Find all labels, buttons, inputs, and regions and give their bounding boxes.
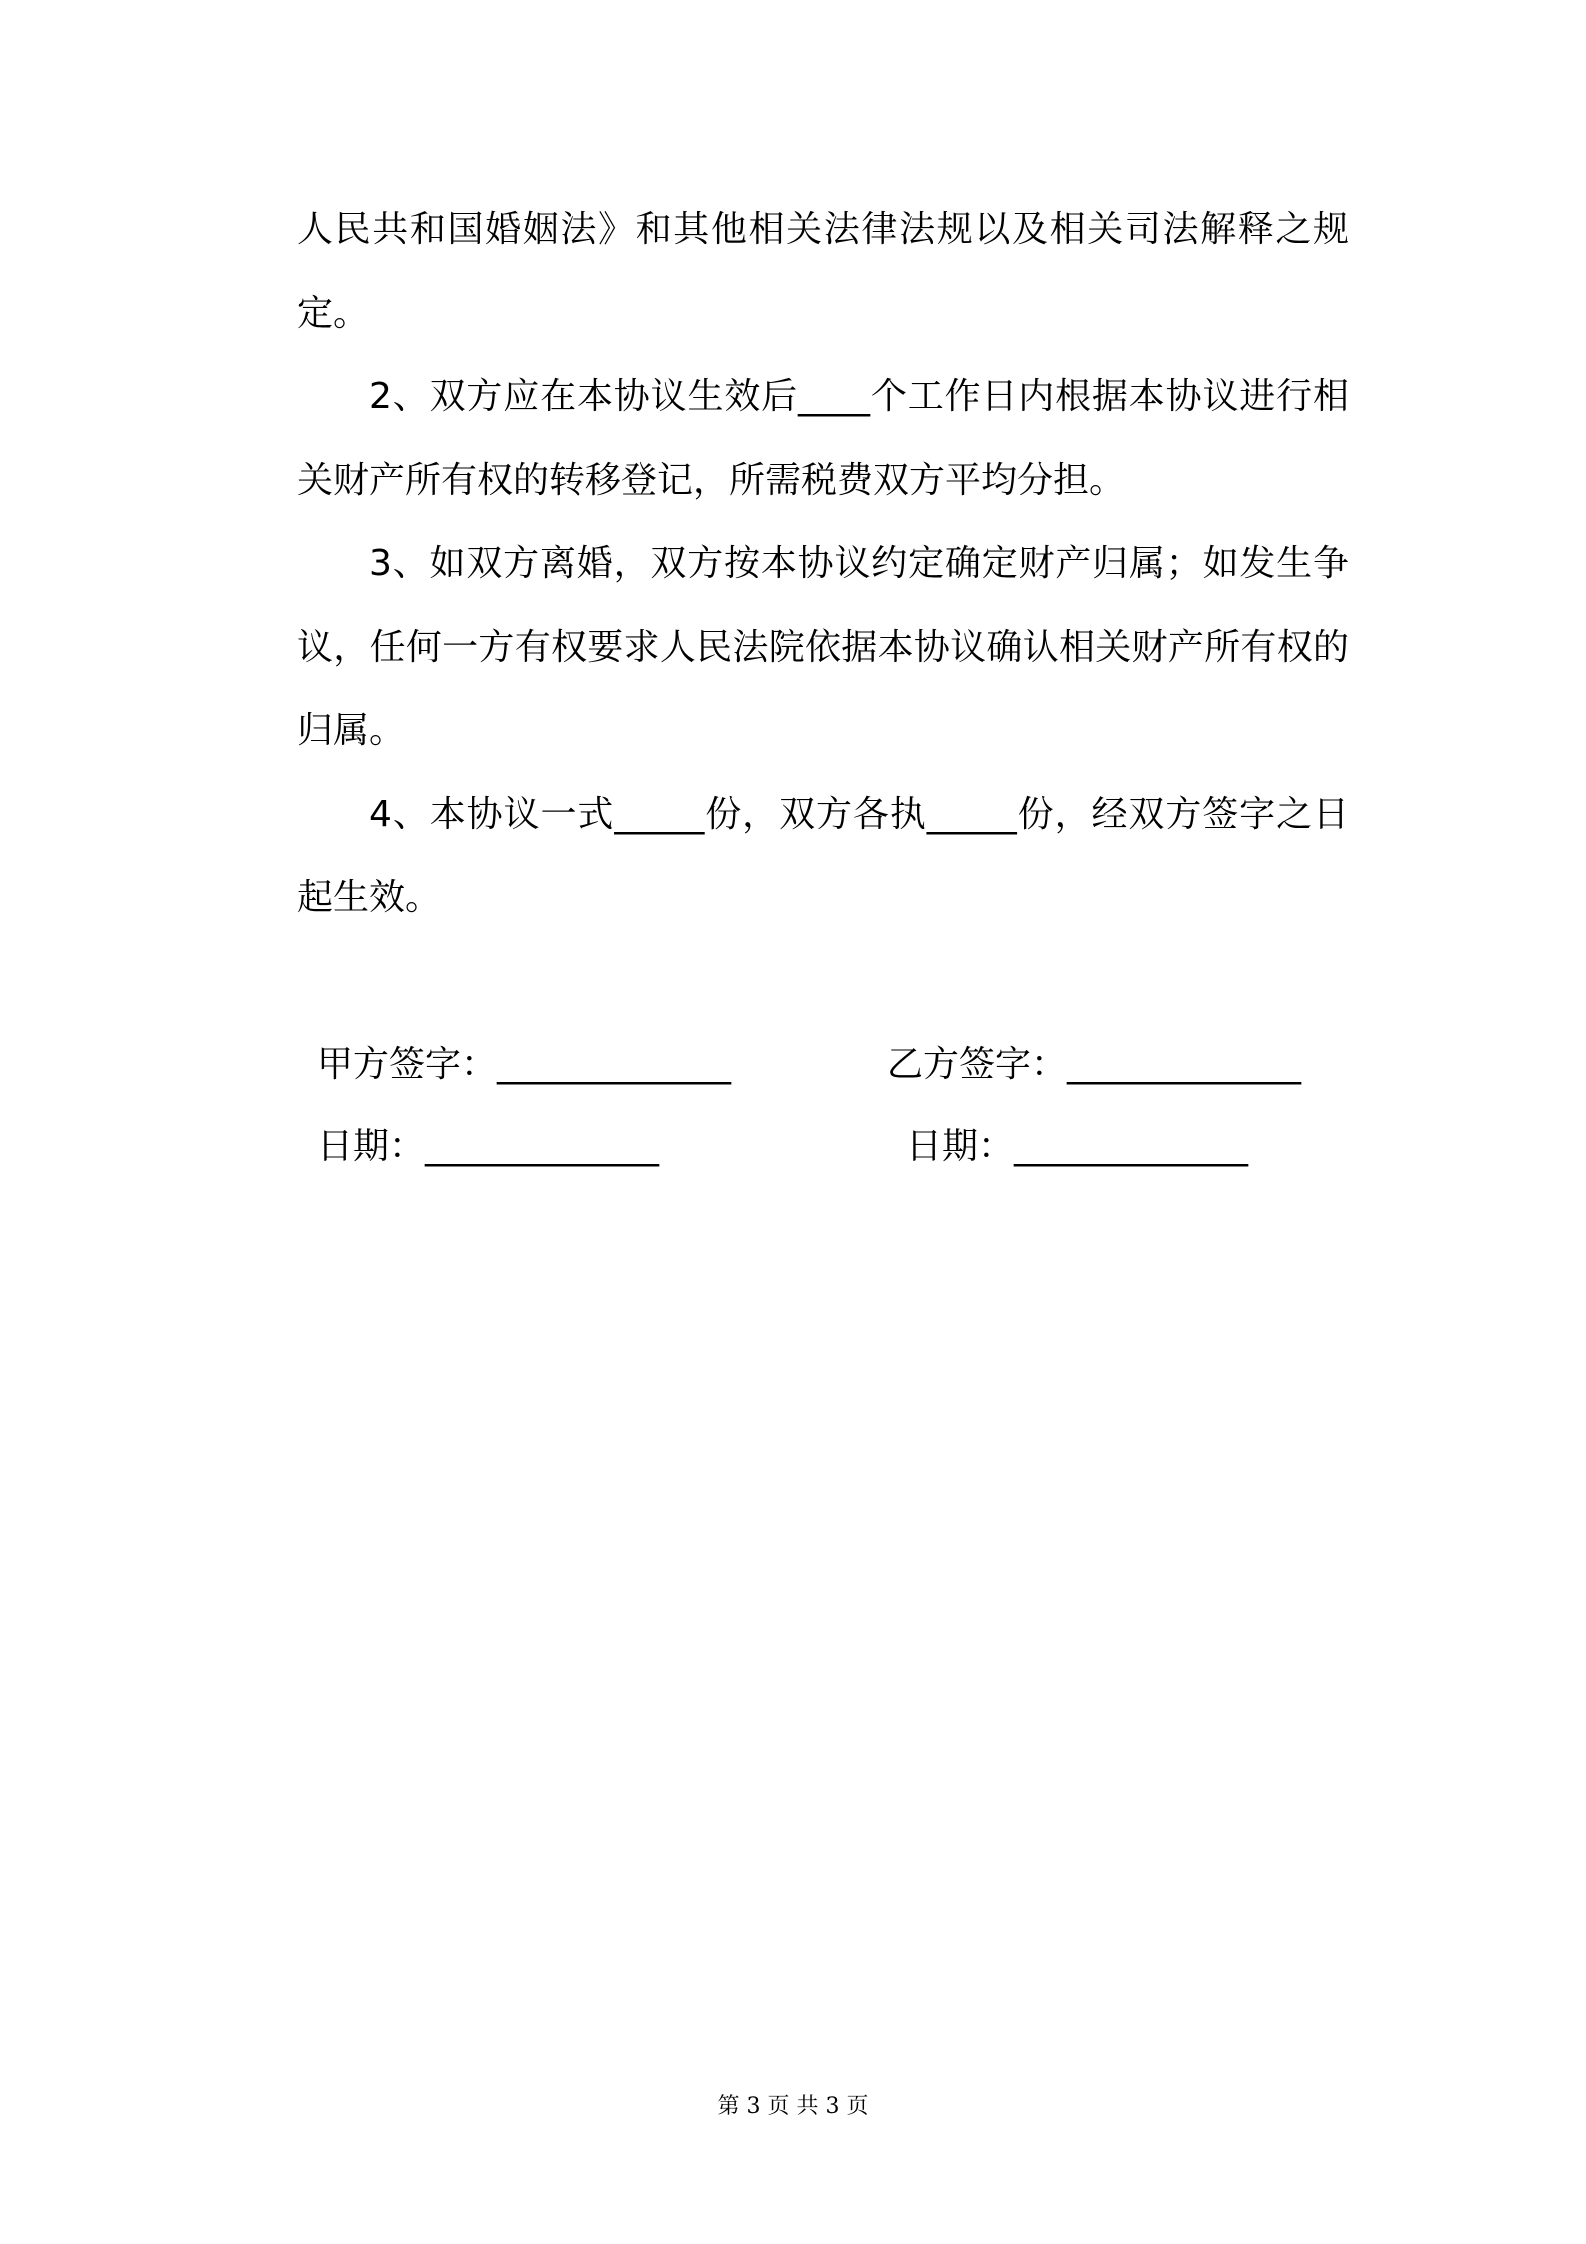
paragraph-continuation: 人民共和国婚姻法》和其他相关法律法规以及相关司法解释之规定。 <box>297 209 1349 334</box>
party-a-signature-line: 甲方签字：_____________ <box>317 1044 732 1085</box>
party-b-date-line: 日期：_____________ <box>906 1126 1249 1167</box>
paragraph-clause-3: 3、如双方离婚，双方按本协议约定确定财产归属；如发生争议，任何一方有权要求人民法院依据本协议确认相关财产所有权的归属。 <box>297 543 1349 751</box>
document-body <box>297 188 1349 940</box>
page-number-footer: 第 3 页 共 3 页 <box>717 2094 869 2119</box>
party-b-signature-line: 乙方签字：_____________ <box>887 1044 1302 1085</box>
party-a-date-line: 日期：_____________ <box>317 1126 660 1167</box>
paragraph-clause-4: 4、本协议一式_____份，双方各执_____份，经双方签字之日起生效。 <box>297 793 1349 918</box>
paragraph-clause-2: 2、双方应在本协议生效后____个工作日内根据本协议进行相关财产所有权的转移登记，所需税费双方平均分担。 <box>297 376 1349 501</box>
